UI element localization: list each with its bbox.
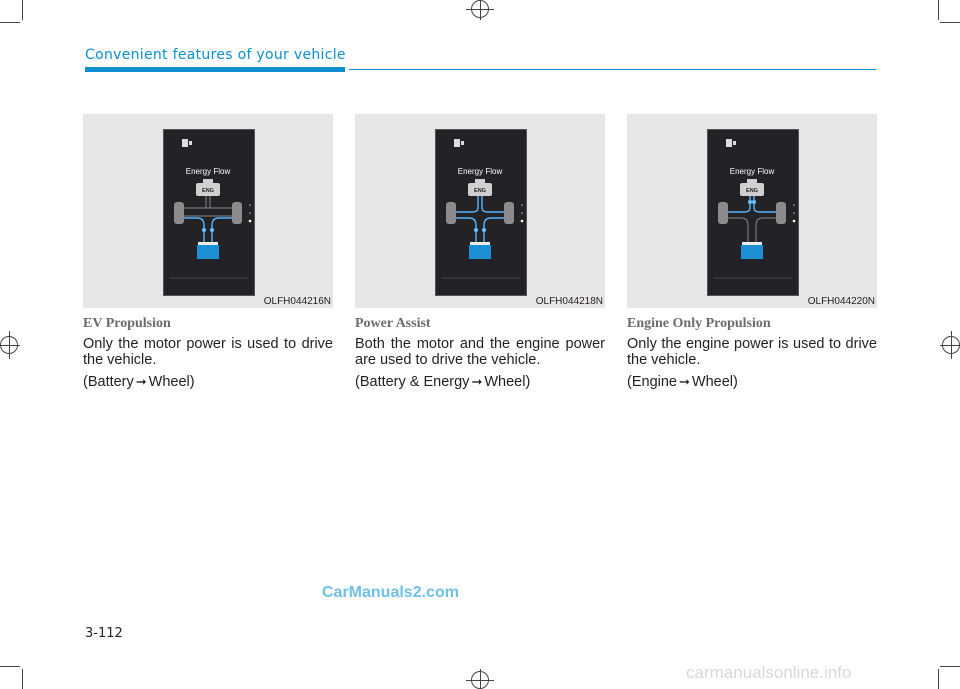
fuel-gauge-icon (726, 139, 736, 147)
flow-description (83, 374, 333, 390)
registration-mark-right (951, 331, 952, 359)
watermark-link[interactable]: CarManuals2.com (322, 584, 459, 601)
section-body: Both the motor and the engine power are used to drive the vehicle. (355, 336, 605, 368)
figure-code: OLFH044220N (807, 296, 875, 307)
battery-link (728, 218, 776, 242)
section-power-assist (355, 114, 605, 390)
flow-target: Wheel) (484, 374, 531, 390)
header-rule (349, 69, 876, 70)
section-heading: Engine Only Propulsion (627, 316, 771, 331)
energy-flow-screen (435, 129, 527, 296)
section-heading: EV Propulsion (83, 316, 171, 331)
section-heading: Power Assist (355, 316, 431, 331)
energy-flow-figure (355, 114, 605, 308)
battery-icon (197, 242, 219, 259)
right-arrow-icon: ➞ (471, 374, 483, 389)
energy-flow-lines (456, 196, 504, 242)
registration-mark-right (940, 345, 960, 346)
wheel-icon (174, 202, 242, 224)
flow-source: (Battery & Energy (355, 374, 470, 390)
crop-mark (938, 0, 939, 20)
crop-mark (940, 22, 960, 23)
wheel-icon (446, 202, 514, 224)
energy-flow-title: Energy Flow (185, 167, 231, 176)
crop-mark (0, 666, 20, 667)
registration-mark-left (9, 331, 10, 359)
right-arrow-icon: ➞ (135, 374, 147, 389)
section-engine-only-propulsion (627, 114, 877, 390)
section-body: Only the engine power is used to drive the vehicle. (627, 336, 877, 368)
flow-source: (Engine (627, 374, 677, 390)
fuel-gauge-icon (182, 139, 192, 147)
crop-mark (938, 669, 939, 689)
drive-shaft (182, 196, 234, 216)
energy-flow-title: Energy Flow (457, 167, 503, 176)
section-ev-propulsion (83, 114, 333, 390)
registration-mark-left (0, 345, 20, 346)
site-watermark: carmanualsonline.info (686, 663, 852, 682)
registration-mark-bottom (466, 680, 494, 681)
page-number: 3-112 (85, 626, 123, 641)
flow-source: (Battery (83, 374, 134, 390)
header-bar (85, 67, 345, 72)
battery-icon (469, 242, 491, 259)
battery-icon (741, 242, 763, 259)
flow-target: Wheel) (148, 374, 195, 390)
flow-description (355, 374, 605, 390)
energy-flow-lines (184, 218, 232, 242)
energy-flow-title: Energy Flow (729, 167, 775, 176)
page-indicator-icon (249, 204, 252, 222)
crop-mark (940, 666, 960, 667)
energy-flow-screen (163, 129, 255, 296)
engine-label: ENG (202, 188, 214, 194)
fuel-gauge-icon (454, 139, 464, 147)
registration-mark-top (480, 0, 481, 20)
registration-mark-bottom (480, 669, 481, 689)
energy-flow-screen (707, 129, 799, 296)
flow-target: Wheel) (691, 374, 738, 390)
figure-code: OLFH044216N (263, 296, 331, 307)
energy-flow-lines (728, 196, 776, 212)
section-title: Convenient features of your vehicle (85, 47, 346, 63)
flow-description (627, 374, 877, 390)
section-body: Only the motor power is used to drive the vehicle. (83, 336, 333, 368)
engine-label: ENG (746, 188, 758, 194)
page-indicator-icon (793, 204, 796, 222)
wheel-icon (718, 202, 786, 224)
crop-mark (22, 0, 23, 20)
crop-mark (22, 669, 23, 689)
energy-flow-figure (627, 114, 877, 308)
right-arrow-icon: ➞ (678, 374, 690, 389)
registration-mark-top (466, 9, 494, 10)
figure-code: OLFH044218N (535, 296, 603, 307)
page-indicator-icon (521, 204, 524, 222)
energy-flow-figure (83, 114, 333, 308)
crop-mark (0, 22, 20, 23)
engine-label: ENG (474, 188, 486, 194)
